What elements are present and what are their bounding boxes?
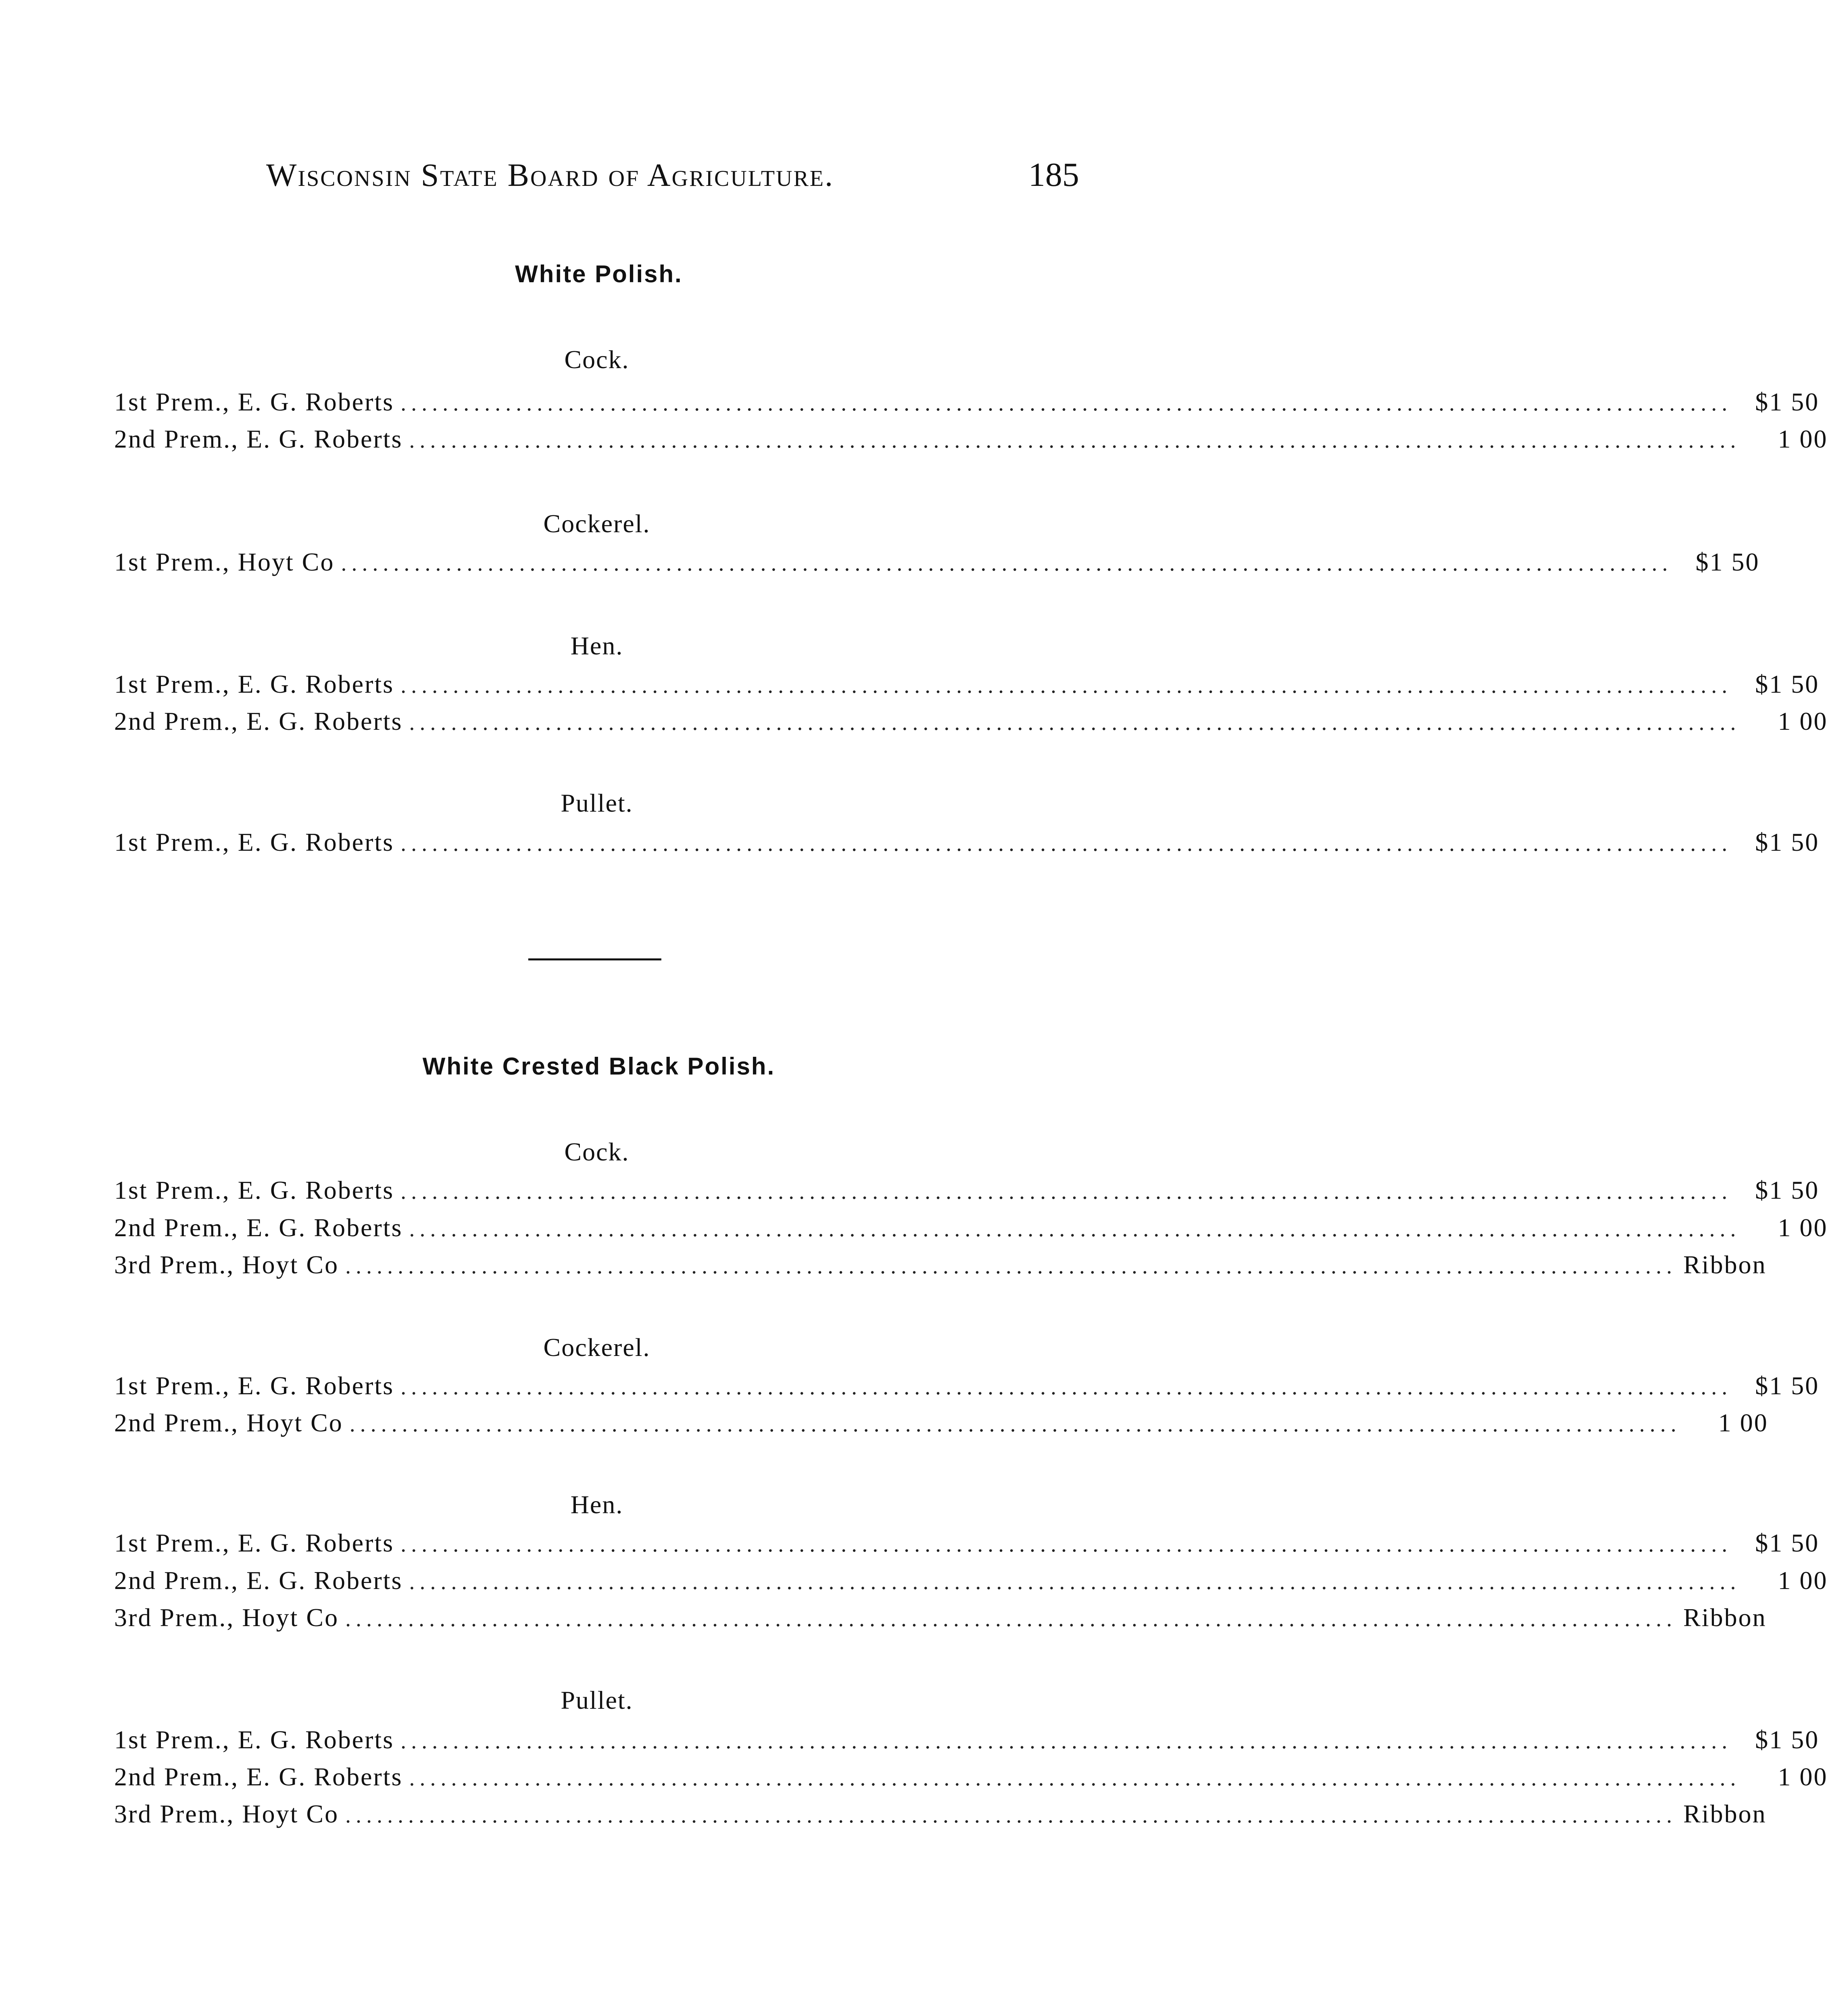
entry-label: [114, 1408, 343, 1438]
award-amount: Ribbon: [1683, 1799, 1767, 1828]
dot-leader: ...............................................................................................................................: [400, 1375, 1732, 1400]
premium-entry: [114, 669, 1820, 708]
dot-leader: ...............................................................................................................................: [400, 1729, 1732, 1754]
exhibitor-name: E. G. Roberts: [238, 1529, 394, 1557]
award-amount: 1 00: [1778, 425, 1828, 453]
entry-label: [114, 669, 394, 699]
premium-rank: 1st Prem.,: [114, 828, 230, 856]
exhibitor-name: E. G. Roberts: [246, 425, 403, 453]
dot-leader: ...............................................................................................................................: [400, 1179, 1732, 1204]
section-title-white-crested-black-polish: White Crested Black Polish.: [422, 1053, 775, 1080]
premium-rank: 1st Prem.,: [114, 1371, 230, 1400]
award-amount: $1 50: [1695, 548, 1760, 576]
dot-leader: ...............................................................................................................................: [400, 1532, 1732, 1557]
dot-leader: ...............................................................................................................................: [409, 1569, 1741, 1594]
entry-label: [114, 1603, 339, 1633]
premium-entry: [114, 1371, 1820, 1410]
award-amount: 1 00: [1778, 1566, 1828, 1595]
premium-entry: [114, 1799, 1767, 1838]
running-head: Wisconsin State Board of Agriculture.: [266, 158, 834, 193]
dot-leader: ...............................................................................................................................: [409, 428, 1741, 453]
premium-rank: 3rd Prem.,: [114, 1250, 235, 1279]
entry-label: [114, 387, 394, 417]
premium-entry: [114, 1725, 1820, 1764]
entry-label: [114, 1725, 394, 1755]
dot-leader: ...............................................................................................................................: [341, 551, 1673, 576]
exhibitor-name: E. G. Roberts: [238, 828, 394, 856]
dot-leader: ...............................................................................................................................: [345, 1803, 1677, 1828]
premium-entry: [114, 1566, 1828, 1604]
exhibitor-name: E. G. Roberts: [246, 1762, 403, 1791]
exhibitor-name: Hoyt Co: [246, 1408, 343, 1437]
group-heading-cock: Cock.: [564, 345, 629, 374]
entry-label: [114, 1762, 403, 1792]
page-number: 185: [1028, 156, 1079, 194]
premium-entry: [114, 1603, 1767, 1641]
dot-leader: ...............................................................................................................................: [400, 673, 1732, 698]
dot-leader: ...............................................................................................................................: [409, 1216, 1741, 1241]
award-amount: Ribbon: [1683, 1603, 1767, 1632]
entry-label: [114, 1213, 403, 1243]
premium-entry: [114, 1762, 1828, 1801]
group-heading-hen: Hen.: [570, 1490, 623, 1519]
award-amount: 1 00: [1778, 1213, 1828, 1242]
entry-label: [114, 1528, 394, 1558]
premium-entry: [114, 1213, 1828, 1252]
dot-leader: ...............................................................................................................................: [400, 391, 1732, 416]
premium-entry: [114, 706, 1828, 745]
exhibitor-name: E. G. Roberts: [238, 1176, 394, 1204]
premium-rank: 2nd Prem.,: [114, 707, 239, 735]
entry-label: [114, 1799, 339, 1829]
award-amount: $1 50: [1755, 1529, 1820, 1557]
entry-label: [114, 547, 334, 577]
exhibitor-name: E. G. Roberts: [238, 387, 394, 416]
award-amount: 1 00: [1718, 1408, 1768, 1437]
group-heading-hen: Hen.: [570, 631, 623, 660]
exhibitor-name: E. G. Roberts: [246, 707, 403, 735]
premium-rank: 3rd Prem.,: [114, 1799, 235, 1828]
exhibitor-name: E. G. Roberts: [238, 1725, 394, 1754]
award-amount: $1 50: [1755, 670, 1820, 698]
group-heading-cock: Cock.: [564, 1137, 629, 1166]
premium-entry: [114, 1528, 1820, 1567]
premium-entry: [114, 424, 1828, 463]
exhibitor-name: Hoyt Co: [238, 548, 335, 576]
exhibitor-name: E. G. Roberts: [246, 1566, 403, 1595]
award-amount: $1 50: [1755, 1176, 1820, 1204]
section-title-white-polish: White Polish.: [515, 260, 683, 287]
award-amount: Ribbon: [1683, 1250, 1767, 1279]
premium-entry: [114, 387, 1820, 426]
exhibitor-name: E. G. Roberts: [238, 1371, 394, 1400]
premium-rank: 1st Prem.,: [114, 670, 230, 698]
section-divider: [528, 958, 661, 960]
group-heading-pullet: Pullet.: [561, 1686, 633, 1714]
premium-entry: [114, 827, 1820, 866]
award-amount: 1 00: [1778, 1762, 1828, 1791]
dot-leader: ...............................................................................................................................: [349, 1412, 1681, 1437]
award-amount: $1 50: [1755, 1725, 1820, 1754]
entry-label: [114, 706, 403, 736]
award-amount: $1 50: [1755, 387, 1820, 416]
entry-label: [114, 1250, 339, 1280]
premium-rank: 2nd Prem.,: [114, 1213, 239, 1242]
exhibitor-name: E. G. Roberts: [238, 670, 394, 698]
premium-rank: 1st Prem.,: [114, 1529, 230, 1557]
premium-rank: 1st Prem.,: [114, 1725, 230, 1754]
exhibitor-name: Hoyt Co: [242, 1799, 339, 1828]
entry-label: [114, 1566, 403, 1595]
group-heading-cockerel: Cockerel.: [543, 1333, 650, 1362]
entry-label: [114, 827, 394, 857]
group-heading-cockerel: Cockerel.: [543, 509, 650, 538]
premium-rank: 1st Prem.,: [114, 387, 230, 416]
premium-rank: 1st Prem.,: [114, 548, 230, 576]
award-amount: $1 50: [1755, 1371, 1820, 1400]
dot-leader: ...............................................................................................................................: [409, 1766, 1741, 1791]
premium-entry: [114, 547, 1760, 586]
dot-leader: ...............................................................................................................................: [345, 1606, 1677, 1631]
entry-label: [114, 424, 403, 454]
premium-entry: [114, 1250, 1767, 1289]
premium-entry: [114, 1175, 1820, 1214]
dot-leader: ...............................................................................................................................: [409, 710, 1741, 735]
premium-rank: 2nd Prem.,: [114, 1566, 239, 1595]
premium-entry: [114, 1408, 1768, 1447]
exhibitor-name: E. G. Roberts: [246, 1213, 403, 1242]
entry-label: [114, 1371, 394, 1401]
award-amount: $1 50: [1755, 828, 1820, 856]
award-amount: 1 00: [1778, 707, 1828, 735]
exhibitor-name: Hoyt Co: [242, 1603, 339, 1632]
entry-label: [114, 1175, 394, 1205]
premium-rank: 2nd Prem.,: [114, 1408, 239, 1437]
exhibitor-name: Hoyt Co: [242, 1250, 339, 1279]
premium-rank: 2nd Prem.,: [114, 425, 239, 453]
premium-rank: 1st Prem.,: [114, 1176, 230, 1204]
premium-rank: 3rd Prem.,: [114, 1603, 235, 1632]
dot-leader: ...............................................................................................................................: [345, 1254, 1677, 1279]
group-heading-pullet: Pullet.: [561, 789, 633, 817]
premium-rank: 2nd Prem.,: [114, 1762, 239, 1791]
dot-leader: ...............................................................................................................................: [400, 831, 1732, 856]
